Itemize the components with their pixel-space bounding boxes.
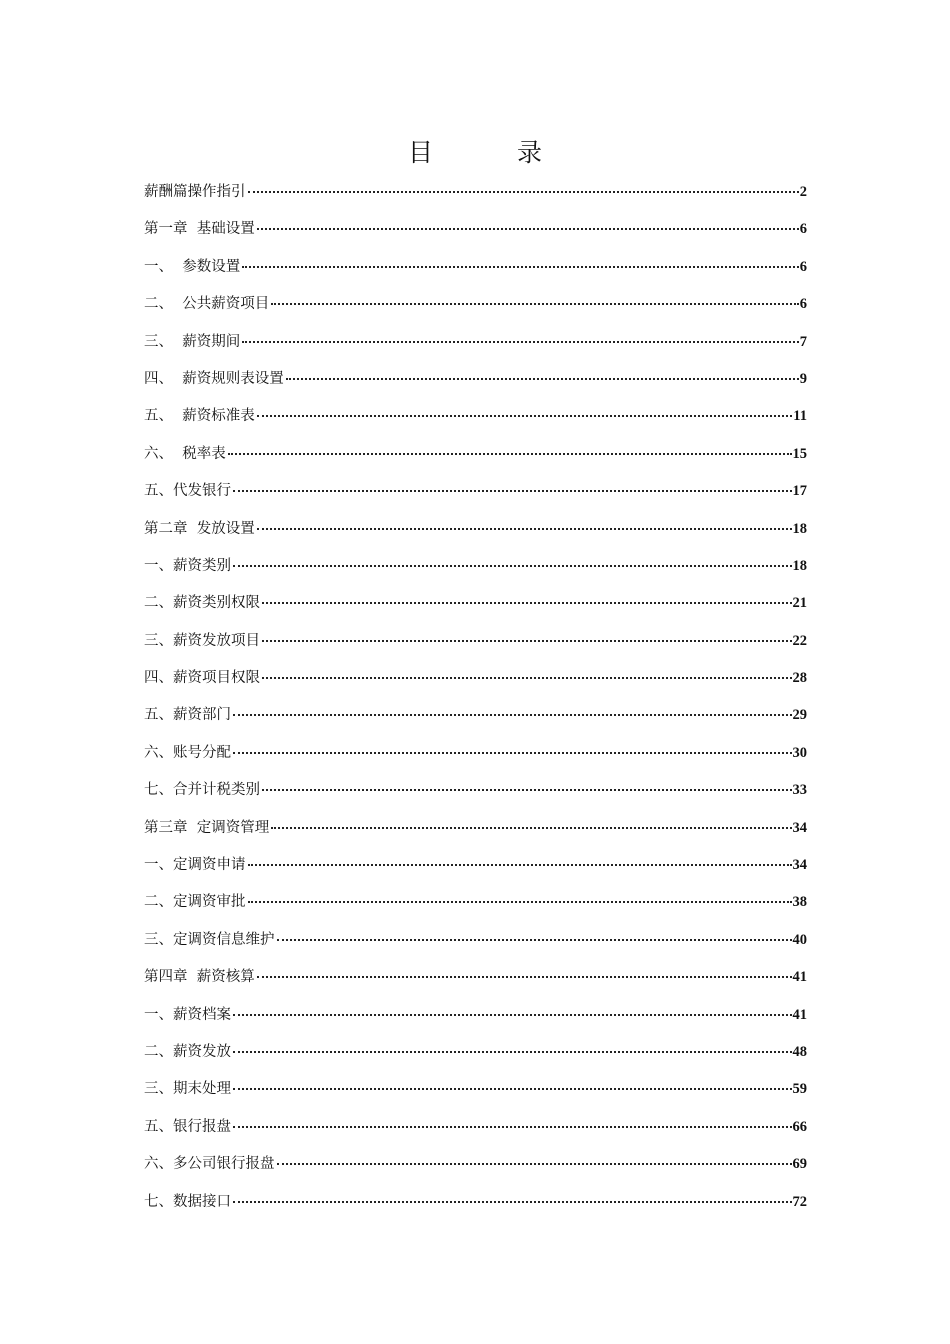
toc-entry[interactable] bbox=[144, 886, 807, 923]
toc-entry-title: 二、薪资发放 bbox=[144, 1043, 231, 1060]
toc-entry-title: 一、定调资申请 bbox=[144, 857, 246, 874]
toc-entry[interactable] bbox=[144, 662, 807, 699]
toc-dot-leader bbox=[248, 864, 792, 866]
toc-entry-page-number: 18 bbox=[792, 557, 807, 574]
toc-entry-title: 第三章 定调资管理 bbox=[144, 819, 270, 836]
toc-entry-title: 三、薪资发放项目 bbox=[144, 632, 260, 649]
toc-entry[interactable] bbox=[144, 326, 807, 363]
toc-dot-leader bbox=[233, 565, 792, 567]
toc-entry-title: 五、银行报盘 bbox=[144, 1118, 231, 1135]
toc-entry-title: 一、薪资类别 bbox=[144, 557, 231, 574]
toc-dot-leader bbox=[271, 827, 791, 829]
toc-entry-page-number: 22 bbox=[792, 632, 807, 649]
toc-entry[interactable] bbox=[144, 1073, 807, 1110]
toc-entry[interactable] bbox=[144, 475, 807, 512]
toc-entry-title: 三、期末处理 bbox=[144, 1081, 231, 1098]
toc-entry-title: 第一章 基础设置 bbox=[144, 221, 255, 238]
toc-dot-leader bbox=[257, 528, 792, 530]
toc-entry-page-number: 17 bbox=[792, 483, 807, 500]
toc-dot-leader bbox=[262, 789, 792, 791]
toc-dot-leader bbox=[233, 752, 792, 754]
toc-entry[interactable] bbox=[144, 1036, 807, 1073]
toc-dot-leader bbox=[228, 453, 792, 455]
toc-entry[interactable] bbox=[144, 737, 807, 774]
toc-entry[interactable] bbox=[144, 849, 807, 886]
toc-dot-leader bbox=[286, 378, 799, 380]
toc-entry[interactable] bbox=[144, 550, 807, 587]
toc-entry-title: 六、多公司银行报盘 bbox=[144, 1156, 275, 1173]
toc-entry-title: 二、 公共薪资项目 bbox=[144, 296, 270, 313]
toc-dot-leader bbox=[233, 490, 792, 492]
toc-entry-title: 一、 参数设置 bbox=[144, 258, 241, 275]
toc-entry-title: 六、账号分配 bbox=[144, 744, 231, 761]
toc-dot-leader bbox=[262, 602, 792, 604]
toc-dot-leader bbox=[262, 640, 792, 642]
toc-entry[interactable] bbox=[144, 288, 807, 325]
toc-dot-leader bbox=[233, 1014, 792, 1016]
toc-entry-page-number: 7 bbox=[799, 333, 807, 350]
toc-entry[interactable] bbox=[144, 1148, 807, 1185]
toc-entry[interactable] bbox=[144, 1186, 807, 1223]
toc-entry-page-number: 34 bbox=[792, 857, 807, 874]
toc-entry[interactable] bbox=[144, 513, 807, 550]
toc-dot-leader bbox=[233, 1126, 792, 1128]
toc-entry-title: 二、薪资类别权限 bbox=[144, 595, 260, 612]
toc-entry[interactable] bbox=[144, 961, 807, 998]
toc-dot-leader bbox=[233, 1088, 792, 1090]
toc-dot-leader bbox=[242, 341, 799, 343]
toc-entry-page-number: 41 bbox=[792, 1006, 807, 1023]
toc-entry-title: 五、薪资部门 bbox=[144, 707, 231, 724]
toc-entry[interactable] bbox=[144, 812, 807, 849]
toc-dot-leader bbox=[242, 266, 799, 268]
toc-title: 目 录 bbox=[408, 137, 580, 167]
table-of-contents bbox=[144, 176, 807, 1223]
toc-entry[interactable] bbox=[144, 924, 807, 961]
toc-entry-page-number: 33 bbox=[792, 782, 807, 799]
toc-entry[interactable] bbox=[144, 438, 807, 475]
toc-entry-title: 二、定调资审批 bbox=[144, 894, 246, 911]
toc-entry-title: 五、代发银行 bbox=[144, 483, 231, 500]
toc-entry-page-number: 40 bbox=[792, 931, 807, 948]
toc-entry-title: 三、 薪资期间 bbox=[144, 333, 241, 350]
toc-dot-leader bbox=[248, 191, 799, 193]
toc-entry-title: 四、 薪资规则表设置 bbox=[144, 370, 284, 387]
toc-entry-page-number: 15 bbox=[792, 445, 807, 462]
toc-entry[interactable] bbox=[144, 363, 807, 400]
toc-entry-page-number: 38 bbox=[792, 894, 807, 911]
toc-entry[interactable] bbox=[144, 176, 807, 213]
toc-entry-page-number: 29 bbox=[792, 707, 807, 724]
toc-dot-leader bbox=[257, 415, 793, 417]
toc-entry-title: 五、 薪资标准表 bbox=[144, 408, 255, 425]
toc-entry-title: 七、数据接口 bbox=[144, 1193, 231, 1210]
toc-entry[interactable] bbox=[144, 999, 807, 1036]
toc-entry-page-number: 69 bbox=[792, 1156, 807, 1173]
toc-dot-leader bbox=[277, 1163, 792, 1165]
toc-entry-page-number: 6 bbox=[799, 296, 807, 313]
toc-entry-page-number: 21 bbox=[792, 595, 807, 612]
toc-dot-leader bbox=[271, 303, 799, 305]
toc-entry-title: 七、合并计税类别 bbox=[144, 782, 260, 799]
toc-entry-title: 薪酬篇操作指引 bbox=[144, 184, 246, 200]
toc-entry-page-number: 28 bbox=[792, 670, 807, 687]
toc-entry-page-number: 30 bbox=[792, 744, 807, 761]
toc-entry-page-number: 2 bbox=[799, 184, 807, 200]
toc-entry[interactable] bbox=[144, 625, 807, 662]
toc-entry-title: 三、定调资信息维护 bbox=[144, 931, 275, 948]
toc-dot-leader bbox=[257, 228, 799, 230]
toc-entry[interactable] bbox=[144, 213, 807, 250]
toc-entry[interactable] bbox=[144, 774, 807, 811]
toc-entry-page-number: 72 bbox=[792, 1193, 807, 1210]
toc-entry-page-number: 41 bbox=[792, 969, 807, 986]
toc-entry-title: 第四章 薪资核算 bbox=[144, 969, 255, 986]
toc-entry-page-number: 48 bbox=[792, 1043, 807, 1060]
toc-entry[interactable] bbox=[144, 699, 807, 736]
toc-dot-leader bbox=[233, 1201, 792, 1203]
toc-entry[interactable] bbox=[144, 251, 807, 288]
toc-entry-title: 六、 税率表 bbox=[144, 445, 226, 462]
toc-dot-leader bbox=[257, 976, 792, 978]
toc-dot-leader bbox=[248, 901, 792, 903]
toc-entry-page-number: 66 bbox=[792, 1118, 807, 1135]
toc-entry-page-number: 6 bbox=[799, 221, 807, 238]
toc-entry-page-number: 59 bbox=[792, 1081, 807, 1098]
toc-entry[interactable] bbox=[144, 400, 807, 437]
toc-entry[interactable] bbox=[144, 1111, 807, 1148]
toc-dot-leader bbox=[233, 1051, 792, 1053]
toc-dot-leader bbox=[233, 714, 792, 716]
toc-entry-title: 四、薪资项目权限 bbox=[144, 670, 260, 687]
toc-entry-page-number: 9 bbox=[799, 370, 807, 387]
toc-entry-title: 第二章 发放设置 bbox=[144, 520, 255, 537]
toc-entry[interactable] bbox=[144, 587, 807, 624]
toc-entry-page-number: 18 bbox=[792, 520, 807, 537]
toc-entry-page-number: 6 bbox=[799, 258, 807, 275]
toc-entry-page-number: 11 bbox=[793, 408, 807, 425]
toc-entry-title: 一、薪资档案 bbox=[144, 1006, 231, 1023]
toc-dot-leader bbox=[277, 939, 792, 941]
toc-dot-leader bbox=[262, 677, 792, 679]
toc-entry-page-number: 34 bbox=[792, 819, 807, 836]
